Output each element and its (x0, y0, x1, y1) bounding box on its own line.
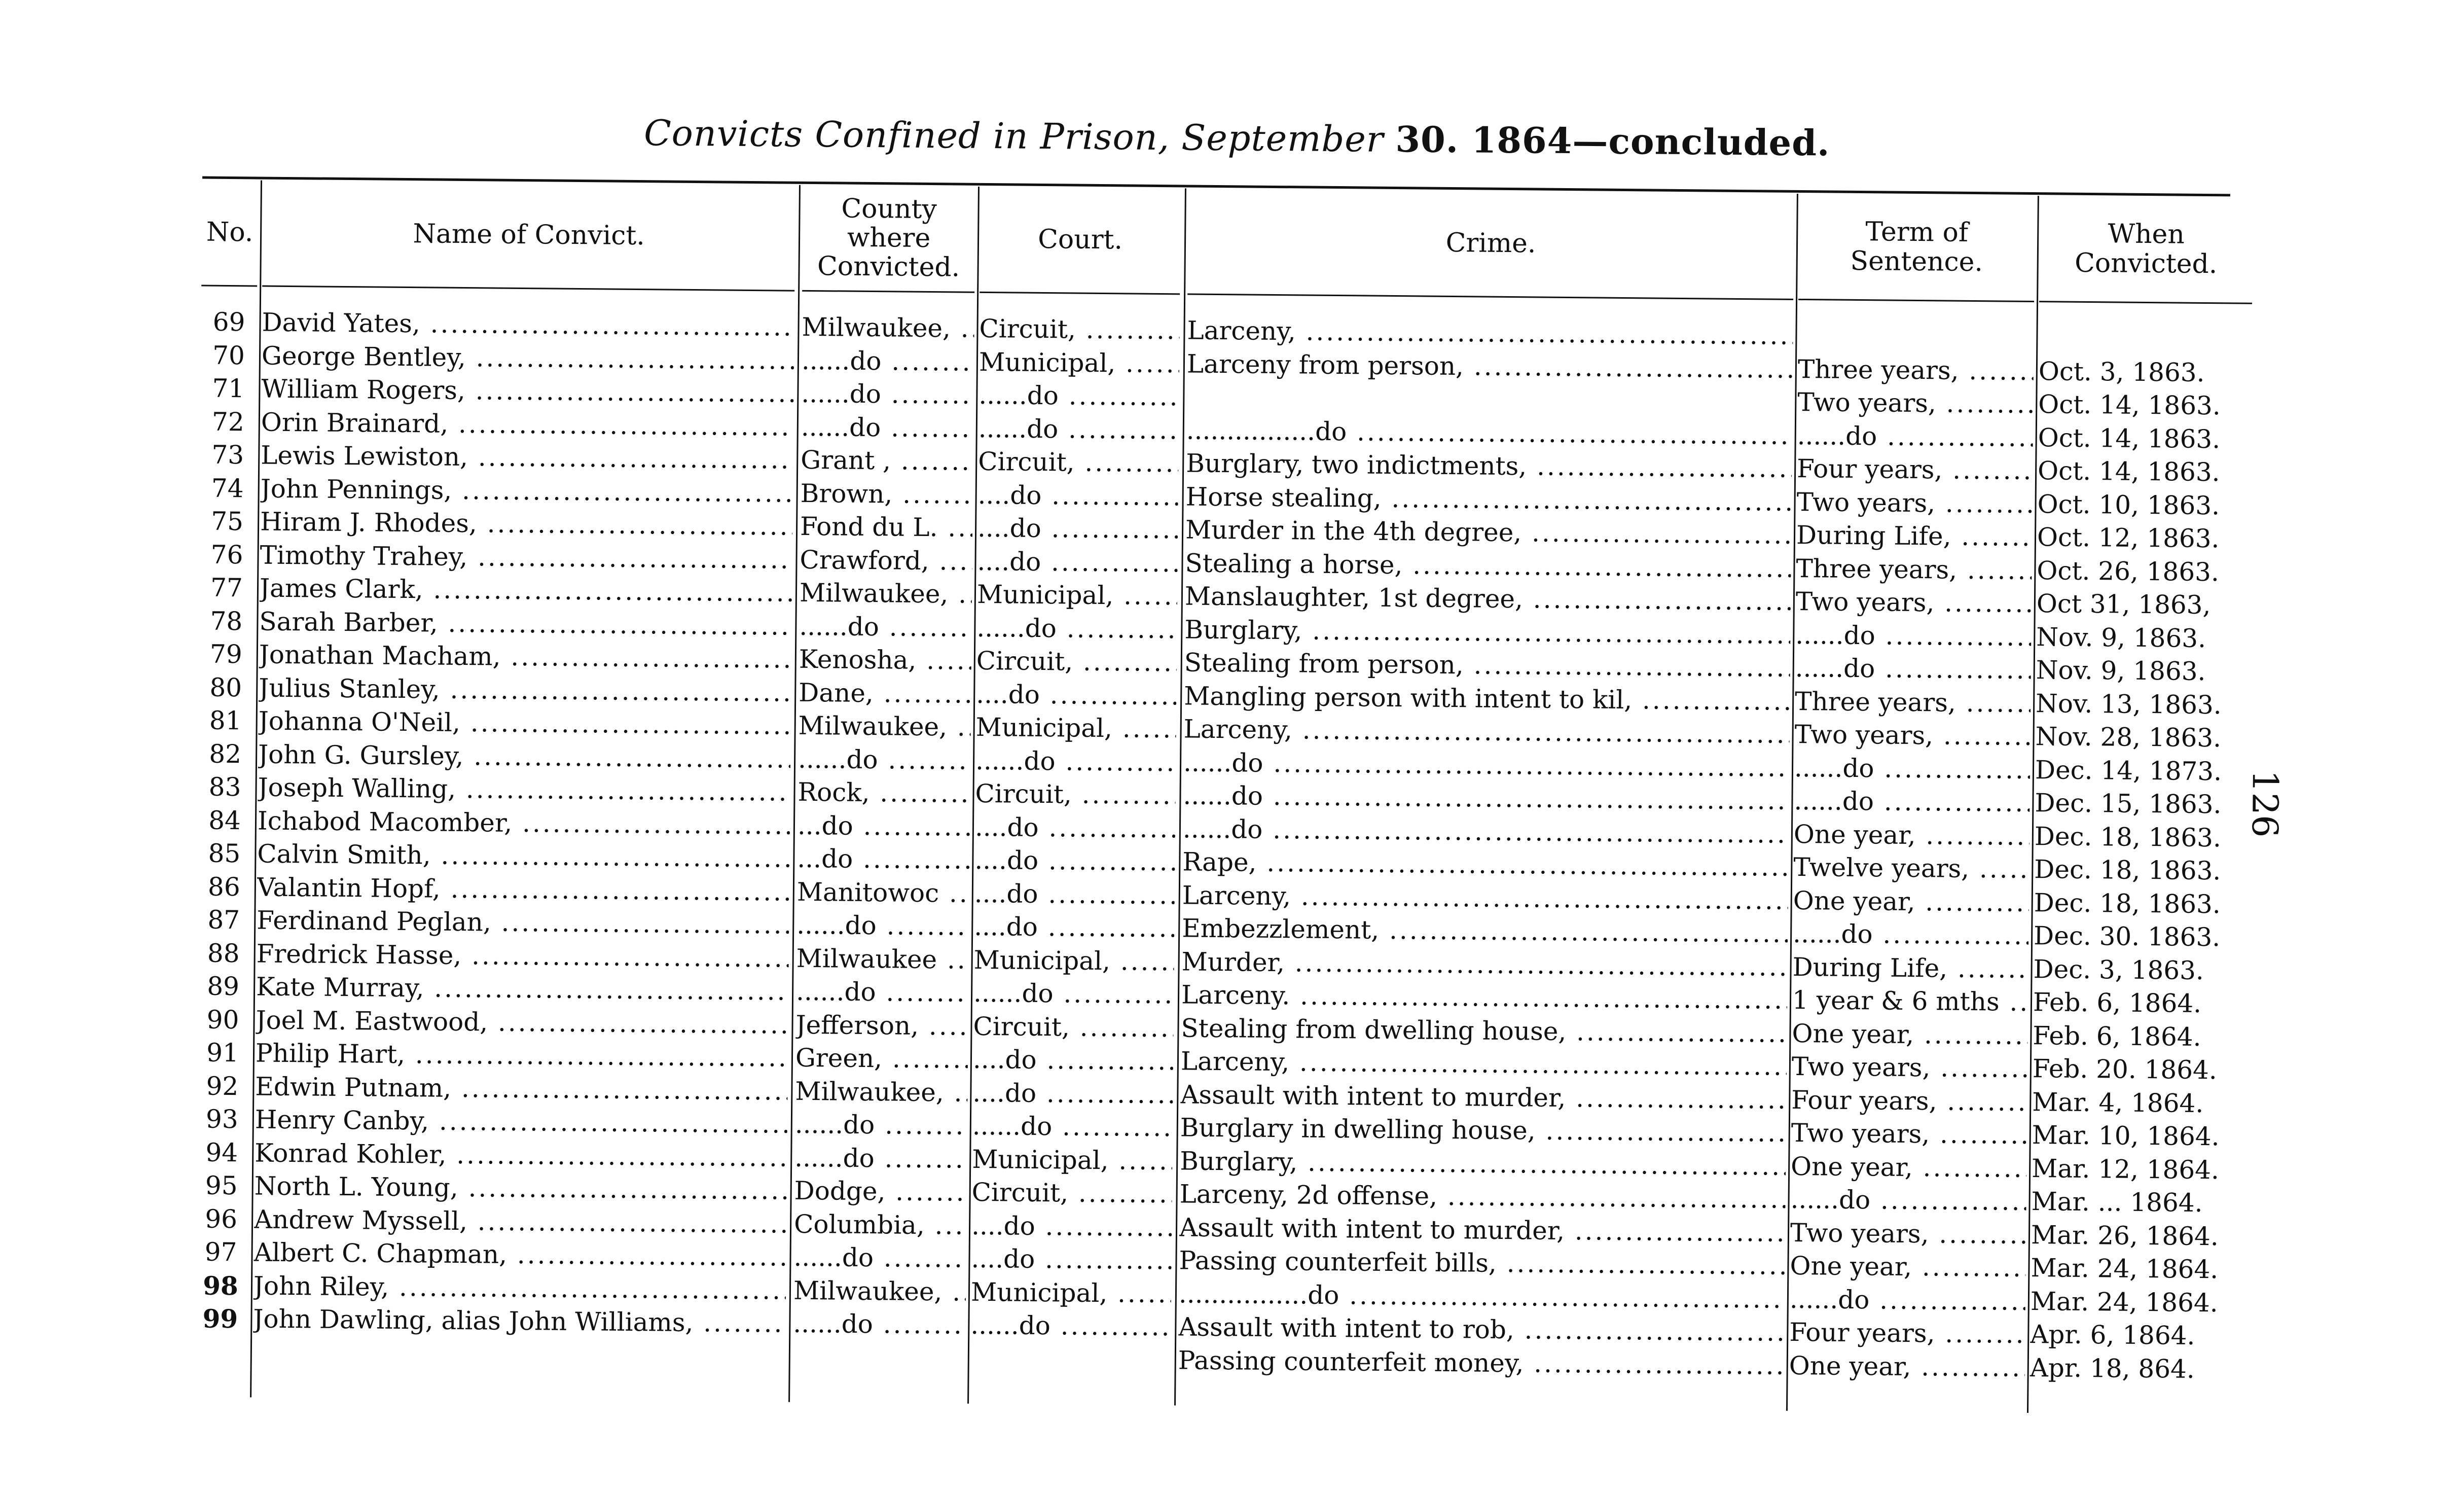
cell-no: 80 (209, 672, 242, 702)
cell-crime: Larceny. ..... (1181, 978, 1788, 1017)
cell-crime: Manslaughter, 1st degree, ..... (1185, 580, 1791, 618)
cell-name: Kate Murray, ..... (256, 970, 789, 1008)
cell-name: William Rogers, ..... (261, 373, 794, 411)
cell-when: Dec. 18, 1863. (2034, 821, 2222, 852)
cell-county: Grant , ..... (801, 444, 973, 478)
cell-crime: Passing counterfeit money, ..... (1178, 1344, 1785, 1382)
cell-court: ......do ..... (979, 379, 1179, 414)
cell-name: Timothy Trahey, ..... (260, 539, 792, 577)
cell-no: 98 (202, 1270, 239, 1301)
cell-crime: Larceny from person, ..... (1187, 347, 1793, 386)
cell-term: Four years, ..... (1789, 1316, 2025, 1352)
cell-name: Julius Stanley, ..... (259, 671, 791, 709)
cell-county: ......do ..... (794, 1141, 967, 1176)
cell-no (192, 1335, 248, 1336)
cell-term: One year, ..... (1793, 884, 2029, 919)
cell-county: ......do ..... (796, 909, 969, 943)
cell-court: ......do ..... (973, 977, 1174, 1012)
cell-term (1798, 319, 2034, 322)
cell-when: Oct. 14, 1863. (2037, 456, 2220, 487)
cell-crime: ......do ..... (1183, 779, 1789, 817)
cell-term: Two years, ..... (1791, 1117, 2027, 1152)
cell-name: John Pennings, ..... (260, 472, 793, 510)
cell-when: Mar. 10, 1864. (2032, 1120, 2220, 1152)
cell-no: 77 (210, 573, 243, 603)
cell-no: 73 (211, 440, 244, 470)
header-county: County where Convicted. (802, 185, 975, 293)
cell-county: ......do ..... (799, 610, 972, 644)
cell-when: Mar. 26, 1864. (2031, 1220, 2219, 1251)
cell-county: Fond du L. ..... (800, 510, 973, 545)
cell-court: ....do ..... (976, 678, 1177, 713)
cell-when: Oct. 14, 1863. (2038, 422, 2221, 454)
cell-when: Dec. 15, 1863. (2035, 788, 2222, 820)
cell-term: 1 year & 6 mths ..... (1792, 984, 2028, 1019)
cell-court: Municipal, ..... (972, 1143, 1173, 1178)
cell-name: Albert C. Chapman, ..... (253, 1236, 786, 1274)
cell-county: Jefferson, ..... (795, 1008, 968, 1043)
header-term: Term of Sentence. (1798, 194, 2035, 302)
cell-term: During Life, ..... (1792, 950, 2028, 986)
cell-crime: Murder, ..... (1181, 945, 1788, 984)
cell-no: 96 (205, 1204, 238, 1234)
cell-no: 88 (207, 938, 240, 968)
cell-county: ...do ..... (797, 842, 970, 877)
cell-when: Dec. 14, 1873. (2035, 755, 2222, 786)
page-title (5, 106, 2464, 169)
cell-no: 74 (211, 473, 244, 503)
cell-court: ....do ..... (973, 1043, 1174, 1078)
cell-name: Calvin Smith, ..... (257, 837, 790, 875)
cell-term: Two years, ..... (1796, 485, 2033, 521)
cell-no: 69 (212, 307, 245, 337)
cell-term: One year, ..... (1794, 817, 2030, 853)
cell-term: ......do ..... (1797, 419, 2033, 454)
cell-county: ......do ..... (798, 742, 971, 777)
cell-no: 76 (210, 540, 243, 570)
cell-county: ......do ..... (793, 1241, 966, 1275)
cell-court: ....do ..... (974, 910, 1175, 945)
cell-when: Dec. 18, 1863. (2034, 855, 2221, 886)
cell-term: Two years, ..... (1794, 718, 2031, 754)
cell-when: Oct. 14, 1863. (2038, 389, 2221, 421)
title-part-2: September (1181, 117, 1384, 160)
cell-crime: Passing counterfeit bills, ..... (1179, 1244, 1785, 1283)
cell-court: Municipal, ..... (977, 578, 1178, 613)
cell-term: During Life, ..... (1796, 519, 2033, 554)
cell-when: Mar. ... 1864. (2031, 1187, 2203, 1218)
cell-no: 99 (202, 1303, 238, 1334)
cell-crime: Burglary, ..... (1180, 1145, 1786, 1183)
cell-court: ......do ..... (979, 412, 1179, 447)
cell-county: Milwaukee, ..... (793, 1274, 966, 1308)
cell-county: ...do ..... (798, 809, 970, 843)
cell-no: 82 (209, 739, 242, 769)
cell-name: Sarah Barber, ..... (259, 605, 792, 643)
cell-court: ....do ..... (975, 810, 1176, 845)
cell-when: Nov. 9, 1863. (2036, 655, 2206, 687)
cell-when: Apr. 6, 1864. (2030, 1320, 2195, 1350)
cell-county: Green, ..... (795, 1042, 968, 1076)
cell-crime: ................do ..... (1179, 1277, 1785, 1316)
cell-county: ......do ..... (795, 1108, 968, 1143)
cell-term: One year, ..... (1790, 1250, 2026, 1285)
cell-term: Two years, ..... (1792, 1050, 2028, 1086)
cell-no: 91 (206, 1038, 239, 1068)
cell-court: ....do ..... (971, 1242, 1172, 1277)
cell-no: 90 (206, 1005, 239, 1035)
cell-crime: Stealing from dwelling house, ..... (1181, 1012, 1787, 1050)
cell-when: Dec. 30. 1863. (2033, 921, 2221, 952)
cell-name: Joseph Walling, ..... (258, 771, 790, 809)
cell-crime: Rape, ..... (1182, 845, 1789, 884)
header-name: Name of Convict. (262, 181, 795, 292)
cell-county: ......do ..... (801, 377, 974, 412)
cell-name: David Yates, ..... (262, 306, 794, 344)
cell-name: John Dawling, alias John Williams, ..... (253, 1302, 786, 1340)
cell-county: Crawford, ..... (800, 543, 972, 578)
cell-when: Feb. 6, 1864. (2033, 1020, 2201, 1052)
cell-no: 89 (207, 971, 240, 1002)
cell-court: ......do ..... (972, 1110, 1173, 1145)
cell-name: John Riley, ..... (253, 1269, 786, 1307)
title-part-1: Convicts Confined in Prison, (643, 112, 1170, 159)
cell-county: Manitowoc ..... (797, 875, 970, 910)
cell-crime: Mangling person with intent to kil, ..... (1184, 680, 1790, 718)
cell-when: Dec. 3, 1863. (2033, 954, 2204, 985)
cell-no: 92 (206, 1071, 239, 1101)
cell-court: ......do ..... (975, 744, 1176, 779)
cell-when: Dec. 18, 1863. (2034, 887, 2221, 919)
cell-term: One year, ..... (1789, 1349, 2025, 1384)
cell-no: 79 (209, 639, 242, 669)
header-crime: Crime. (1187, 188, 1794, 300)
cell-when: Oct. 3, 1863. (2038, 356, 2205, 387)
cell-court: Circuit, ..... (975, 777, 1176, 812)
cell-no: 87 (207, 905, 240, 935)
cell-court: ....do ..... (977, 545, 1178, 580)
cell-term: Two years, ..... (1797, 386, 2034, 421)
cell-crime: ................do ..... (1186, 414, 1793, 452)
cell-crime: Assault with intent to murder, ..... (1180, 1078, 1787, 1117)
cell-county: Milwaukee, ..... (795, 1075, 968, 1109)
cell-term: ......do ..... (1794, 751, 2031, 787)
cell-county: Rock, ..... (798, 776, 970, 810)
cell-name: Ichabod Macomber, ..... (258, 804, 790, 842)
cell-name: Philip Hart, ..... (256, 1037, 788, 1075)
cell-crime: Larceny, ..... (1183, 713, 1790, 751)
cell-crime: Larceny, ..... (1182, 879, 1789, 917)
cell-name: Orin Brainard, ..... (261, 406, 794, 444)
cell-county: ......do ..... (793, 1307, 966, 1342)
page-number: 126 (2243, 769, 2287, 838)
cell-court: ....do ..... (974, 844, 1175, 879)
cell-court: Circuit, ..... (978, 445, 1179, 480)
cell-crime: Assault with intent to murder, ..... (1179, 1211, 1786, 1250)
cell-county: Kenosha, ..... (799, 643, 972, 678)
cell-county: Dodge, ..... (794, 1175, 967, 1209)
cell-term: Two years, ..... (1790, 1216, 2026, 1252)
cell-crime: Larceny, 2d offense, ..... (1179, 1178, 1786, 1216)
cell-no: 78 (210, 606, 243, 636)
cell-crime: Burglary, two indictments, ..... (1186, 447, 1792, 485)
cell-name: Joel M. Eastwood, ..... (256, 1004, 788, 1042)
cell-court: Circuit, ..... (976, 645, 1177, 680)
cell-crime: Stealing a horse, ..... (1185, 547, 1791, 585)
cell-county: Dane, ..... (799, 676, 971, 710)
cell-no: 95 (205, 1170, 238, 1201)
cell-term: ......do ..... (1795, 618, 2032, 654)
cell-crime: ......do ..... (1183, 746, 1790, 785)
cell-term: ......do ..... (1795, 652, 2031, 687)
cell-name: Lewis Lewiston, ..... (261, 439, 793, 477)
cell-when: Nov. 13, 1863. (2035, 688, 2222, 720)
cell-county: Milwaukee, ..... (800, 577, 972, 611)
cell-when: Nov. 28, 1863. (2035, 722, 2222, 753)
cell-county: ......do ..... (802, 344, 974, 378)
cell-crime: Murder in the 4th degree, ..... (1185, 513, 1792, 552)
cell-when (2039, 322, 2252, 324)
cell-term: Four years, ..... (1791, 1083, 2027, 1119)
cell-court: Circuit, ..... (973, 1010, 1174, 1045)
table-header (4, 178, 2464, 311)
cell-court: ....do ..... (972, 1076, 1173, 1111)
cell-crime: Burglary in dwelling house, ..... (1180, 1111, 1787, 1150)
cell-term: One year, ..... (1792, 1017, 2028, 1052)
cell-county: Brown, ..... (800, 477, 973, 511)
cell-term: Two years, ..... (1796, 585, 2032, 621)
cell-name: Valantin Hopf, ..... (257, 871, 790, 909)
cell-crime: Burglary, ..... (1184, 613, 1791, 652)
cell-when: Oct 31, 1863, (2036, 589, 2211, 620)
cell-term: ......do ..... (1793, 917, 2029, 953)
cell-name: Hiram J. Rhodes, ..... (260, 506, 793, 544)
cell-no: 71 (212, 373, 245, 404)
cell-court: ....do ..... (974, 877, 1175, 912)
cell-county: ......do ..... (801, 410, 974, 445)
cell-term: ......do ..... (1790, 1183, 2026, 1219)
header-no: No. (201, 180, 258, 287)
cell-name: Ferdinand Peglan, ..... (257, 904, 789, 942)
cell-court: Municipal, ..... (973, 943, 1174, 978)
cell-no: 72 (211, 407, 244, 437)
cell-name: Johanna O'Neil, ..... (258, 705, 791, 743)
cell-court: Municipal, ..... (979, 345, 1180, 380)
cell-when: Mar. 4, 1864. (2032, 1087, 2204, 1118)
cell-when: Oct. 12, 1863. (2037, 522, 2220, 554)
title-part-3: 30. 1864—concluded. (1395, 118, 1830, 164)
cell-when: Mar. 24, 1864. (2031, 1253, 2219, 1285)
cell-when: Feb. 20. 1864. (2032, 1054, 2218, 1085)
cell-when: Mar. 24, 1864. (2030, 1286, 2218, 1318)
cell-name: Jonathan Macham, ..... (259, 638, 792, 677)
cell-term: Three years, ..... (1796, 552, 2032, 587)
cell-no: 93 (205, 1104, 238, 1134)
cell-name: Edwin Putnam, ..... (255, 1070, 788, 1108)
cell-term: Twelve years, ..... (1793, 851, 2030, 886)
cell-when: Feb. 6, 1864. (2033, 987, 2202, 1018)
cell-name: Andrew Myssell, ..... (254, 1203, 787, 1241)
cell-court: ....do ..... (971, 1209, 1172, 1244)
cell-no: 86 (207, 872, 240, 902)
cell-name: Konrad Kohler, ..... (255, 1136, 787, 1175)
cell-crime: Stealing from person, ..... (1184, 646, 1791, 685)
cell-name: James Clark, ..... (260, 572, 792, 610)
cell-name: John G. Gursley, ..... (258, 738, 791, 776)
cell-crime: Embezzlement, ..... (1182, 912, 1788, 950)
cell-term: Three years, ..... (1798, 352, 2034, 388)
cell-name: Henry Canby, ..... (255, 1103, 788, 1141)
cell-name: Fredrick Hasse, ..... (256, 937, 789, 975)
cell-crime: Horse stealing, ..... (1185, 480, 1792, 519)
cell-county: ......do ..... (796, 975, 969, 1010)
cell-when: Apr. 18, 864. (2030, 1353, 2195, 1384)
cell-no: 70 (212, 340, 245, 370)
header-when: When Convicted. (2039, 196, 2253, 304)
cell-crime: Larceny, ..... (1181, 1045, 1787, 1083)
cell-no: 81 (209, 705, 242, 736)
cell-no: 97 (204, 1237, 237, 1267)
cell-when: Mar. 12, 1864. (2031, 1153, 2220, 1185)
header-court: Court. (980, 187, 1181, 295)
cell-crime: Assault with intent to rob, ..... (1178, 1310, 1785, 1349)
cell-no: 85 (208, 838, 241, 869)
cell-term: One year, ..... (1791, 1150, 2027, 1185)
cell-court: ....do ..... (977, 478, 1178, 513)
cell-no: 94 (205, 1137, 238, 1167)
cell-no: 84 (208, 805, 241, 835)
cell-term: ......do ..... (1790, 1283, 2026, 1318)
cell-court: Municipal, ..... (971, 1275, 1172, 1310)
cell-crime: Larceny, ..... (1187, 314, 1793, 352)
cell-court: ......do ..... (970, 1309, 1171, 1344)
table-body (0, 304, 2464, 1388)
cell-name: George Bentley, ..... (262, 339, 794, 377)
cell-term: Four years, ..... (1797, 452, 2033, 488)
cell-term: ......do ..... (1794, 785, 2030, 820)
cell-court: Circuit, ..... (979, 312, 1180, 347)
cell-court: ....do ..... (977, 512, 1178, 547)
cell-no: 83 (208, 772, 241, 802)
cell-no: 75 (211, 506, 244, 537)
cell-term: Three years, ..... (1795, 685, 2031, 720)
cell-when: Nov. 9, 1863. (2036, 622, 2206, 653)
cell-court: ......do ..... (976, 611, 1177, 646)
cell-court: Circuit, ..... (971, 1176, 1172, 1211)
cell-name: North L. Young, ..... (254, 1169, 787, 1207)
cell-when: Oct. 10, 1863. (2037, 489, 2220, 520)
cell-county: Columbia, ..... (794, 1207, 967, 1242)
cell-county: Milwaukee, ..... (802, 311, 974, 345)
cell-crime: ......do ..... (1183, 812, 1789, 851)
cell-when: Oct. 26, 1863. (2037, 555, 2220, 587)
cell-county: Milwaukee, ..... (798, 709, 971, 744)
cell-county: Milwaukee ..... (796, 942, 969, 976)
cell-court: Municipal, ..... (975, 711, 1176, 746)
